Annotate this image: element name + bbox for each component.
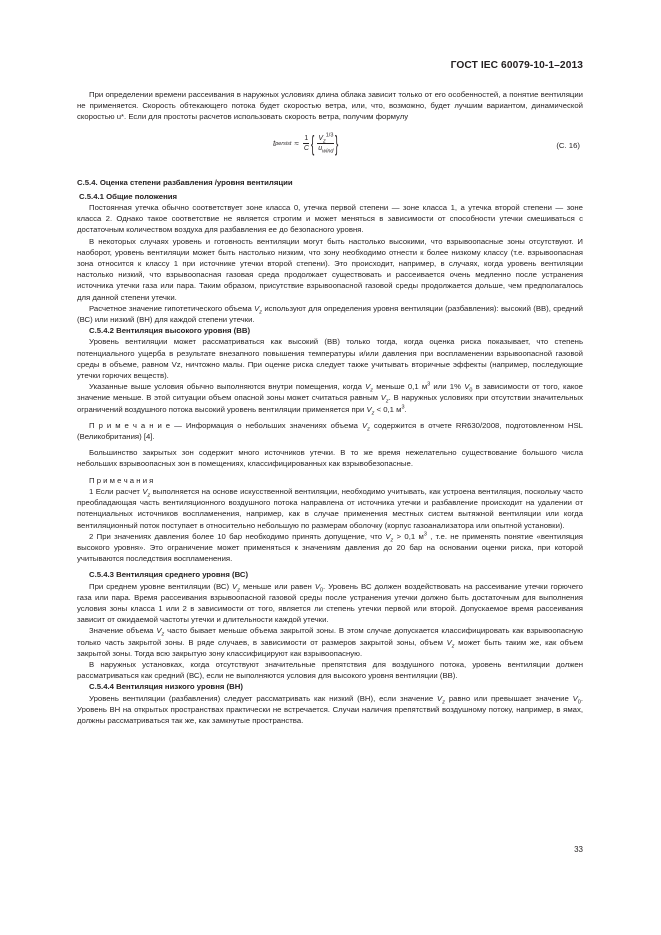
section-c543-title: С.5.4.3 Вентиляция среднего уровня (ВС) <box>89 570 249 580</box>
formula-number: (С. 16) <box>556 140 580 150</box>
section-c542-title: С.5.4.2 Вентиляция высокого уровня (ВВ) <box>89 326 251 336</box>
formula-fraction-2 <box>317 134 334 153</box>
page-number: 33 <box>574 845 583 854</box>
note-1: 1 Если расчет $V_z$ выполняется на основе искусственной вентиляции, необходимо учитывать, как устроена вентиляция, поскольку часто преобладающая часть вентиляционного воздушного потока направлена от источника утечки и разбавление происходит на удалении от потенциальных источников воспламенения, например, как в случае применения местных систем вытяжной вентиляции или когда вентиляционный поток поступает в относительно небольшую по размерам оболочку (корпус газоанализатора или опытной установки). <box>77 486 583 530</box>
notes-label: П р и м е ч а н и я <box>89 475 154 485</box>
section-c544-title: С.5.4.4 Вентиляция низкого уровня (ВН) <box>89 682 243 692</box>
formula-expression <box>273 130 341 156</box>
frac2-numerator: V <box>318 135 323 143</box>
frac2-den-sub: wind <box>322 148 334 155</box>
c542-paragraph-2: Указанные выше условия обычно выполняются внутри помещения, когда $V_z$ меньше 0,1 $м^3$ или 1% $V_0$ в зависимости от того, какое значение меньше. В этой ситуации объем опасной зоны может считаться равным $V_z$. В наружных условиях при отсутствии значительных ограничений воздушного потока высокий уровень вентиляции применяется при $V_z < 0,1$ $м^3$. <box>77 381 583 417</box>
formula-c16 <box>77 129 583 169</box>
frac1-numerator: 1 <box>304 135 309 143</box>
section-c541-title: С.5.4.1 Общие положения <box>79 191 178 201</box>
c542-paragraph-1: Уровень вентиляции может рассматриваться как высокий (ВВ) только тогда, когда оценка риска показывает, что степень потенциального ущерба в результате внезапного повышения температуры и/или давления при воспламенении взрывоопасной газовой среды в объеме, равном Vz, ничтожно малы. При оценке риска следует также учитывать вторичные эффекты (например, последующие утечки горючих веществ). <box>77 337 583 381</box>
frac2-num-sub: z <box>322 138 326 145</box>
formula-right-brace: } <box>335 130 339 156</box>
c543-paragraph-1: При среднем уровне вентиляции (ВС) $V_z$ меньше или равен $V_0$. Уровень ВС должен воздействовать на рассеивание утечки горючего газа или пара. Время рассеивания взрывоопасной газовой среды после устранения утечки должно быть достаточным для выполнения условия зоны класса 1 или 2 в зависимости от того, является ли степень утечки первой или второй. Допускаемое время рассеивания зависит от ожидаемой частоты утечки и длительности каждой утечки. <box>77 581 583 625</box>
c543-paragraph-2: Значение объема $V_z$ часто бывает меньше объема закрытой зоны. В этом случае допускается классифицировать как взрывоопасную только часть закрытой зоны. В ряде случаев, в зависимости от размеров закрытой зоны, объем $V_z$ может быть таким же, как объем закрытой зоны. Тогда всю закрытую зону классифицируют как взрывоопасную. <box>77 626 583 658</box>
formula-approx-sign: ≈ <box>294 139 299 148</box>
frac2-num-sup: 1/3 <box>325 132 334 139</box>
c541-paragraph-2: В некоторых случаях уровень и готовность вентиляции могут быть настолько высокими, что взрывоопасные зоны отсутствуют. И наоборот, уровень вентиляции может быть настолько низким, что зону необходимо отнести к более низкому классу (т.е. взрывоопасная зона относится к классу 1 при источнике утечки второй степени). Это происходит, например, в случаях, когда уровень вентиляции настолько низкий, что взрывоопасная газовая среда продолжает существовать и рассеивается очень медленно после устранения источника утечки газа или пара. Таким образом, присутствие взрывоопасной газовой среды продолжается дольше, чем предполагалось для данной степени утечки. <box>77 236 583 302</box>
formula-fraction-1 <box>303 134 310 153</box>
standard-header: ГОСТ IEC 60079-10-1–2013 <box>450 60 583 71</box>
c542-paragraph-3: Большинство закрытых зон содержит много источников утечки. В то же время нежелательно существование большого числа небольших взрывоопасных зон в помещениях, классифицированных как взрывобезопасные. <box>77 448 583 469</box>
c543-paragraph-3: В наружных установках, когда отсутствуют значительные препятствия для воздушного потока, уровень вентиляции должен рассматриваться как средний (ВС), если не выполняются условия для высокого уровня вентиляции (ВВ). <box>77 659 583 681</box>
c544-paragraph-1: Уровень вентиляции (разбавления) следует рассматривать как низкий (ВН), если значение $V_z$ равно или превышает значение $V_0$. Уровень ВН на открытых пространствах практически не встречается. Случаи наличия препятствий воздушному потоку, например, в ямах, должны рассматриваться так же, как замкнутые пространства. <box>77 693 583 725</box>
formula-lhs-sub: persist <box>275 140 292 147</box>
frac2-denominator: u <box>318 145 323 153</box>
note-single: П р и м е ч а н и е — Информация о небольших значениях объема $V_z$ содержится в отчете RR630/2008, подготовленном HSL (Великобритания) [4]. <box>77 420 583 442</box>
formula-lhs: t <box>273 139 276 148</box>
section-c54-title: С.5.4. Оценка степени разбавления /уровня вентиляции <box>77 177 293 187</box>
formula-left-brace: { <box>310 130 315 156</box>
c541-paragraph-1: Постоянная утечка обычно соответствует зоне класса 0, утечка первой степени — зоне класса 1, а утечка второй степени — зоне класса 2. Однако такое соответствие не является строгим и может меняться в зависимости от способности утечки смешиваться с достаточным количеством воздуха для разбавления ее до безопасного уровня. <box>77 203 583 235</box>
page-content <box>77 89 583 726</box>
frac1-denominator: C <box>303 145 309 153</box>
note-2: 2 При значениях давления более 10 бар необходимо принять допущение, что $V_z > 0,1$ $м^3$ , т.е. не применять понятие «вентиляция высокого уровня». Это ограничение может применяться к значениям давления до 20 бар на основании оценки риска, при которой учитываются последствия воспламенения. <box>77 531 583 564</box>
intro-paragraph: При определении времени рассеивания в наружных условиях длина облака зависит только от его особенностей, а понятие вентиляции не применяется. Скорость обтекающего потока будет скоростью ветра, или, что, возможно, будет лучшим вариантом, динамической скоростью u*. Если для простоты расчетов использовать скорость ветра, получим формулу <box>77 90 583 122</box>
c541-paragraph-3: Расчетное значение гипотетического объема $V_z$ используют для определения уровня вентиляции (разбавления): высокий (ВВ), средний (ВС) или низкий (ВН) для каждой степени утечки. <box>77 303 583 325</box>
